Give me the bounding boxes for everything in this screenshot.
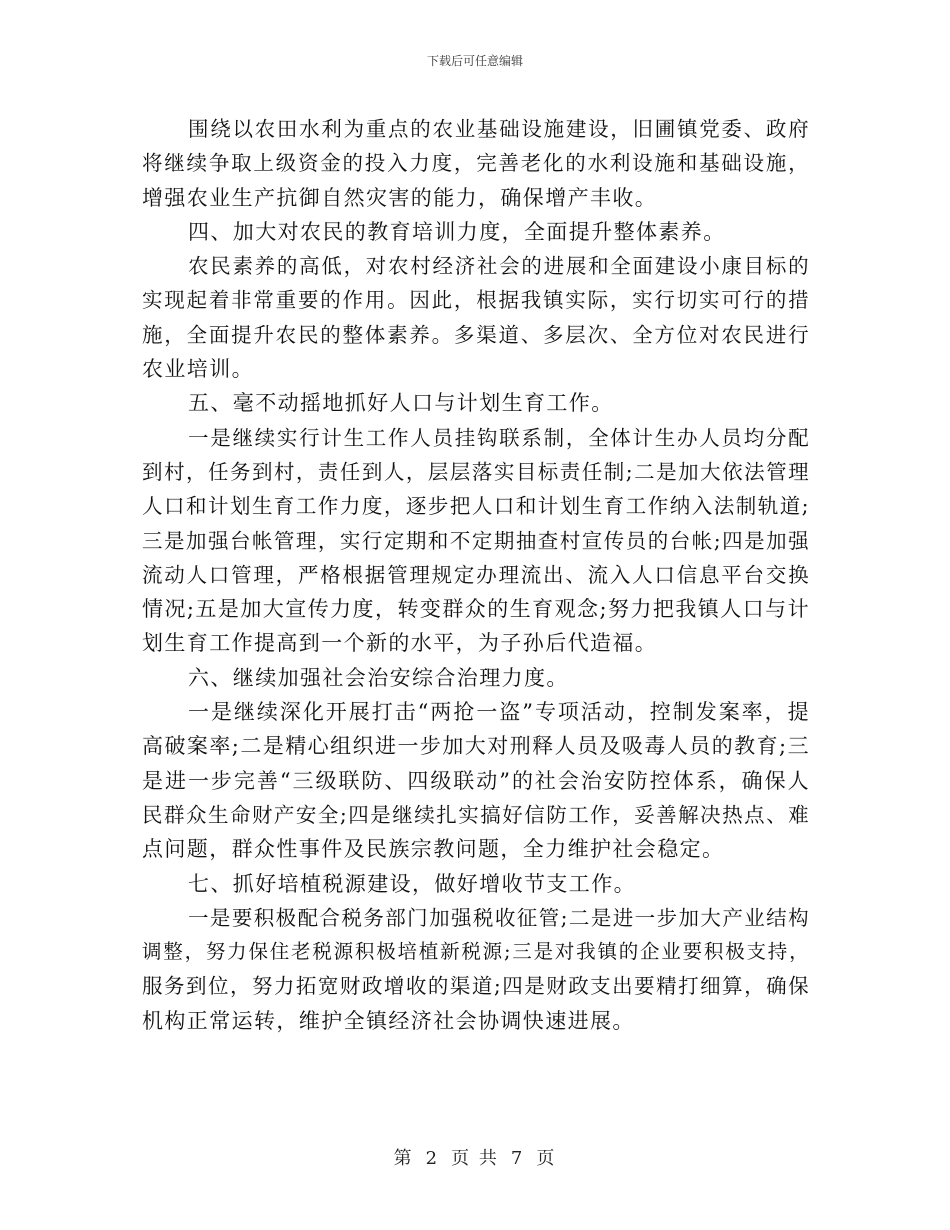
- total-pages-number: 7: [510, 1148, 525, 1169]
- text-line: 农民素养的高低，对农村经济社会的进展和全面建设小康目标的: [188, 254, 810, 279]
- page-number-suffix: 页: [536, 1148, 557, 1169]
- text-line: 施，全面提升农民的整体素养。多渠道、多层次、全方位对农民进行: [142, 322, 810, 347]
- body-text: [142, 112, 810, 1038]
- text-line: 高破案率;二是精心组织进一步加大对刑释人员及吸毒人员的教育;三: [142, 734, 810, 759]
- text-line: 增强农业生产抗御自然灾害的能力，确保增产丰收。: [142, 185, 658, 210]
- section-heading: 五、毫不动摇地抓好人口与计划生育工作。: [188, 391, 614, 416]
- text-line: 人口和计划生育工作力度，逐步把人口和计划生育工作纳入法制轨道;: [142, 494, 810, 519]
- text-line: 机构正常运转，维护全镇经济社会协调快速进展。: [142, 1008, 635, 1033]
- text-line: 服务到位，努力拓宽财政增收的渠道;四是财政支出要精打细算，确保: [142, 974, 810, 999]
- text-line: 是进一步完善“三级联防、四级联动”的社会治安防控体系，确保人: [142, 768, 810, 793]
- text-line: 到村，任务到村，责任到人，层层落实目标责任制;二是加大依法管理: [142, 459, 810, 484]
- text-line: 流动人口管理，严格根据管理规定办理流出、流入人口信息平台交换: [142, 562, 810, 587]
- text-line: 划生育工作提高到一个新的水平，为子孙后代造福。: [142, 631, 658, 656]
- section-heading: 六、继续加强社会治安综合治理力度。: [188, 665, 569, 690]
- current-page-number: 2: [425, 1148, 440, 1169]
- text-line: 一是要积极配合税务部门加强税收征管;二是进一步加大产业结构: [188, 905, 810, 930]
- text-line: 情况;五是加大宣传力度，转变群众的生育观念;努力把我镇人口与计: [142, 597, 810, 622]
- text-line: 农业培训。: [142, 357, 254, 382]
- text-line: 围绕以农田水利为重点的农业基础设施建设，旧圃镇党委、政府: [188, 117, 810, 141]
- text-line: 一是继续实行计生工作人员挂钩联系制，全体计生办人员均分配: [188, 425, 810, 450]
- page-header: 下载后可任意编辑: [426, 54, 523, 68]
- text-line: 调整，努力保住老税源积极培植新税源;三是对我镇的企业要积极支持，: [142, 940, 810, 964]
- page-footer: [0, 1144, 950, 1170]
- text-line: 点问题，群众性事件及民族宗教问题，全力维护社会稳定。: [142, 837, 725, 862]
- section-heading: 七、抓好培植税源建设，做好增收节支工作。: [188, 871, 636, 896]
- page-number-prefix: 第: [393, 1148, 414, 1169]
- text-line: 将继续争取上级资金的投入力度，完善老化的水利设施和基础设施，: [142, 151, 810, 176]
- text-line: 一是继续深化开展打击“两抢一盗”专项活动，控制发案率，提: [188, 700, 810, 725]
- text-line: 三是加强台帐管理，实行定期和不定期抽查村宣传员的台帐;四是加强: [142, 528, 810, 553]
- page-number-mid: 页 共: [451, 1148, 499, 1169]
- section-heading: 四、加大对农民的教育培训力度，全面提升整体素养。: [188, 219, 726, 244]
- text-line: 实现起着非常重要的作用。因此，根据我镇实际，实行切实可行的措: [142, 288, 810, 313]
- text-line: 民群众生命财产安全;四是继续扎实搞好信防工作，妥善解决热点、难: [142, 802, 810, 827]
